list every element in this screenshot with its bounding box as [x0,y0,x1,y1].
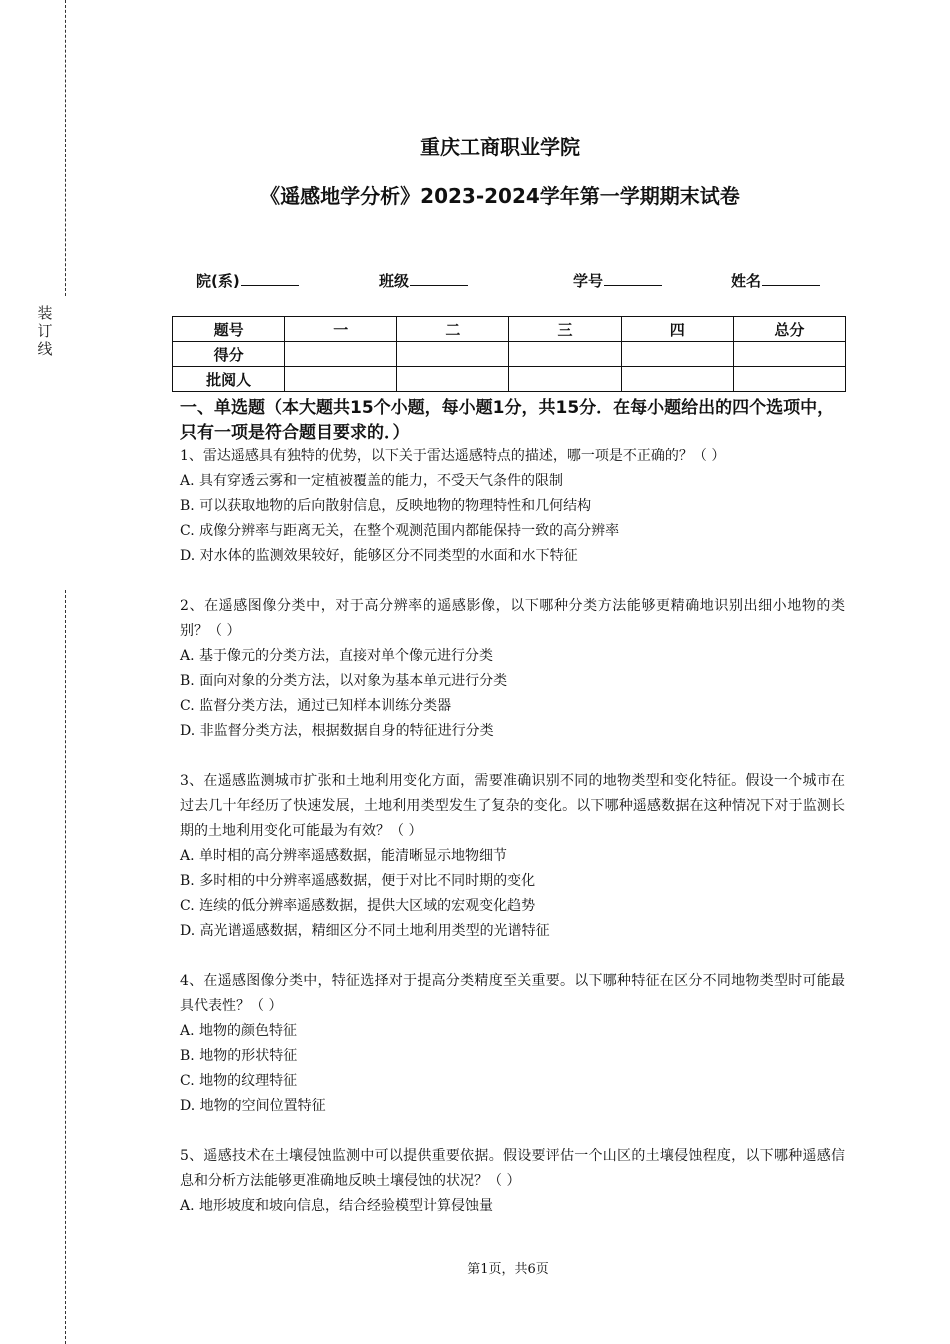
answer-option[interactable]: B. 面向对象的分类方法，以对象为基本单元进行分类 [180,673,508,689]
student-id-label: 学号 [573,272,604,290]
answer-option[interactable]: A. 地形坡度和坡向信息，结合经验模型计算侵蚀量 [180,1198,494,1214]
question-stem: 3、在遥感监测城市扩张和土地利用变化方面，需要准确识别不同的地物类型和变化特征。假设一个城市在过去几十年经历了快速发展，土地利用类型发生了复杂的变化。以下哪种遥感数据在这种情况下对于监测长期的土地利用变化可能最为有效？（ ） [180,773,845,839]
answer-option[interactable]: B. 多时相的中分辨率遥感数据，便于对比不同时期的变化 [180,873,536,889]
question-stem: 1、雷达遥感具有独特的优势，以下关于雷达遥感特点的描述，哪一项是不正确的？（ ） [180,448,726,464]
question-stem: 4、在遥感图像分类中，特征选择对于提高分类精度至关重要。以下哪种特征在区分不同地物类型时可能最具代表性？（ ） [180,973,845,1014]
score-row-label: 得分 [173,342,285,367]
class-blank[interactable] [410,271,468,286]
score-table-header-cell: 二 [397,317,509,342]
answer-option[interactable]: C. 成像分辨率与距离无关，在整个观测范围内都能保持一致的高分辨率 [180,523,620,539]
reviewer-cell[interactable] [733,367,845,392]
student-id-field[interactable] [573,270,662,291]
answer-option[interactable]: C. 监督分类方法，通过已知样本训练分类器 [180,698,452,714]
question [180,444,845,569]
answer-option[interactable]: A. 单时相的高分辨率遥感数据，能清晰显示地物细节 [180,848,508,864]
class-field[interactable] [379,270,468,291]
binding-char: 订 [37,322,53,340]
score-table-header-cell: 一 [285,317,397,342]
score-cell[interactable] [733,342,845,367]
question [180,969,845,1119]
score-table-header-cell: 总分 [733,317,845,342]
answer-option[interactable]: C. 连续的低分辨率遥感数据，提供大区域的宏观变化趋势 [180,898,536,914]
reviewer-cell[interactable] [509,367,621,392]
score-table [172,316,846,392]
student-id-blank[interactable] [604,271,662,286]
question-stem: 5、遥感技术在土壤侵蚀监测中可以提供重要依据。假设要评估一个山区的土壤侵蚀程度，以下哪种遥感信息和分析方法能够更准确地反映土壤侵蚀的状况？（ ） [180,1148,845,1189]
exam-title: 《遥感地学分析》2023-2024学年第一学期期末试卷 [260,184,740,208]
score-table-header-cell: 三 [509,317,621,342]
score-table-row [173,342,846,367]
answer-option[interactable]: A. 基于像元的分类方法，直接对单个像元进行分类 [180,648,494,664]
score-cell[interactable] [621,342,733,367]
answer-option[interactable]: D. 地物的空间位置特征 [180,1098,326,1114]
score-table-row [173,367,846,392]
binding-label [36,304,54,358]
answer-option[interactable]: D. 非监督分类方法，根据数据自身的特征进行分类 [180,723,494,739]
answer-option[interactable]: A. 地物的颜色特征 [180,1023,298,1039]
dept-field[interactable] [196,270,299,291]
reviewer-cell[interactable] [397,367,509,392]
school-title: 重庆工商职业学院 [420,135,580,159]
question-list [180,444,845,1244]
reviewer-cell[interactable] [285,367,397,392]
page-footer: 第1页，共6页 [467,1262,549,1277]
answer-option[interactable]: C. 地物的纹理特征 [180,1073,298,1089]
question-stem: 2、在遥感图像分类中，对于高分辨率的遥感影像，以下哪种分类方法能够更精确地识别出细小地物的类别？（ ） [180,598,845,639]
question [180,1144,845,1219]
reviewer-cell[interactable] [621,367,733,392]
score-cell[interactable] [397,342,509,367]
score-cell[interactable] [509,342,621,367]
binding-line-bottom [65,590,66,1344]
reviewer-row-label: 批阅人 [173,367,285,392]
answer-option[interactable]: A. 具有穿透云雾和一定植被覆盖的能力，不受天气条件的限制 [180,473,564,489]
score-table-header-row [173,317,846,342]
section-heading: 一、单选题（本大题共15个小题，每小题1分，共15分．在每小题给出的四个选项中，只有一项是符合题目要求的．） [180,398,835,443]
name-label: 姓名 [731,272,762,290]
question [180,769,845,944]
answer-option[interactable]: B. 地物的形状特征 [180,1048,298,1064]
question [180,594,845,744]
binding-char: 线 [37,340,53,358]
answer-option[interactable]: D. 对水体的监测效果较好，能够区分不同类型的水面和水下特征 [180,548,578,564]
score-cell[interactable] [285,342,397,367]
dept-label: 院(系) [196,272,240,290]
dept-blank[interactable] [241,271,299,286]
binding-char: 装 [37,304,53,322]
class-label: 班级 [379,272,410,290]
score-table-header-cell: 四 [621,317,733,342]
name-blank[interactable] [762,271,820,286]
score-table-header-cell: 题号 [173,317,285,342]
name-field[interactable] [731,270,820,291]
answer-option[interactable]: D. 高光谱遥感数据，精细区分不同土地利用类型的光谱特征 [180,923,550,939]
answer-option[interactable]: B. 可以获取地物的后向散射信息，反映地物的物理特性和几何结构 [180,498,592,514]
